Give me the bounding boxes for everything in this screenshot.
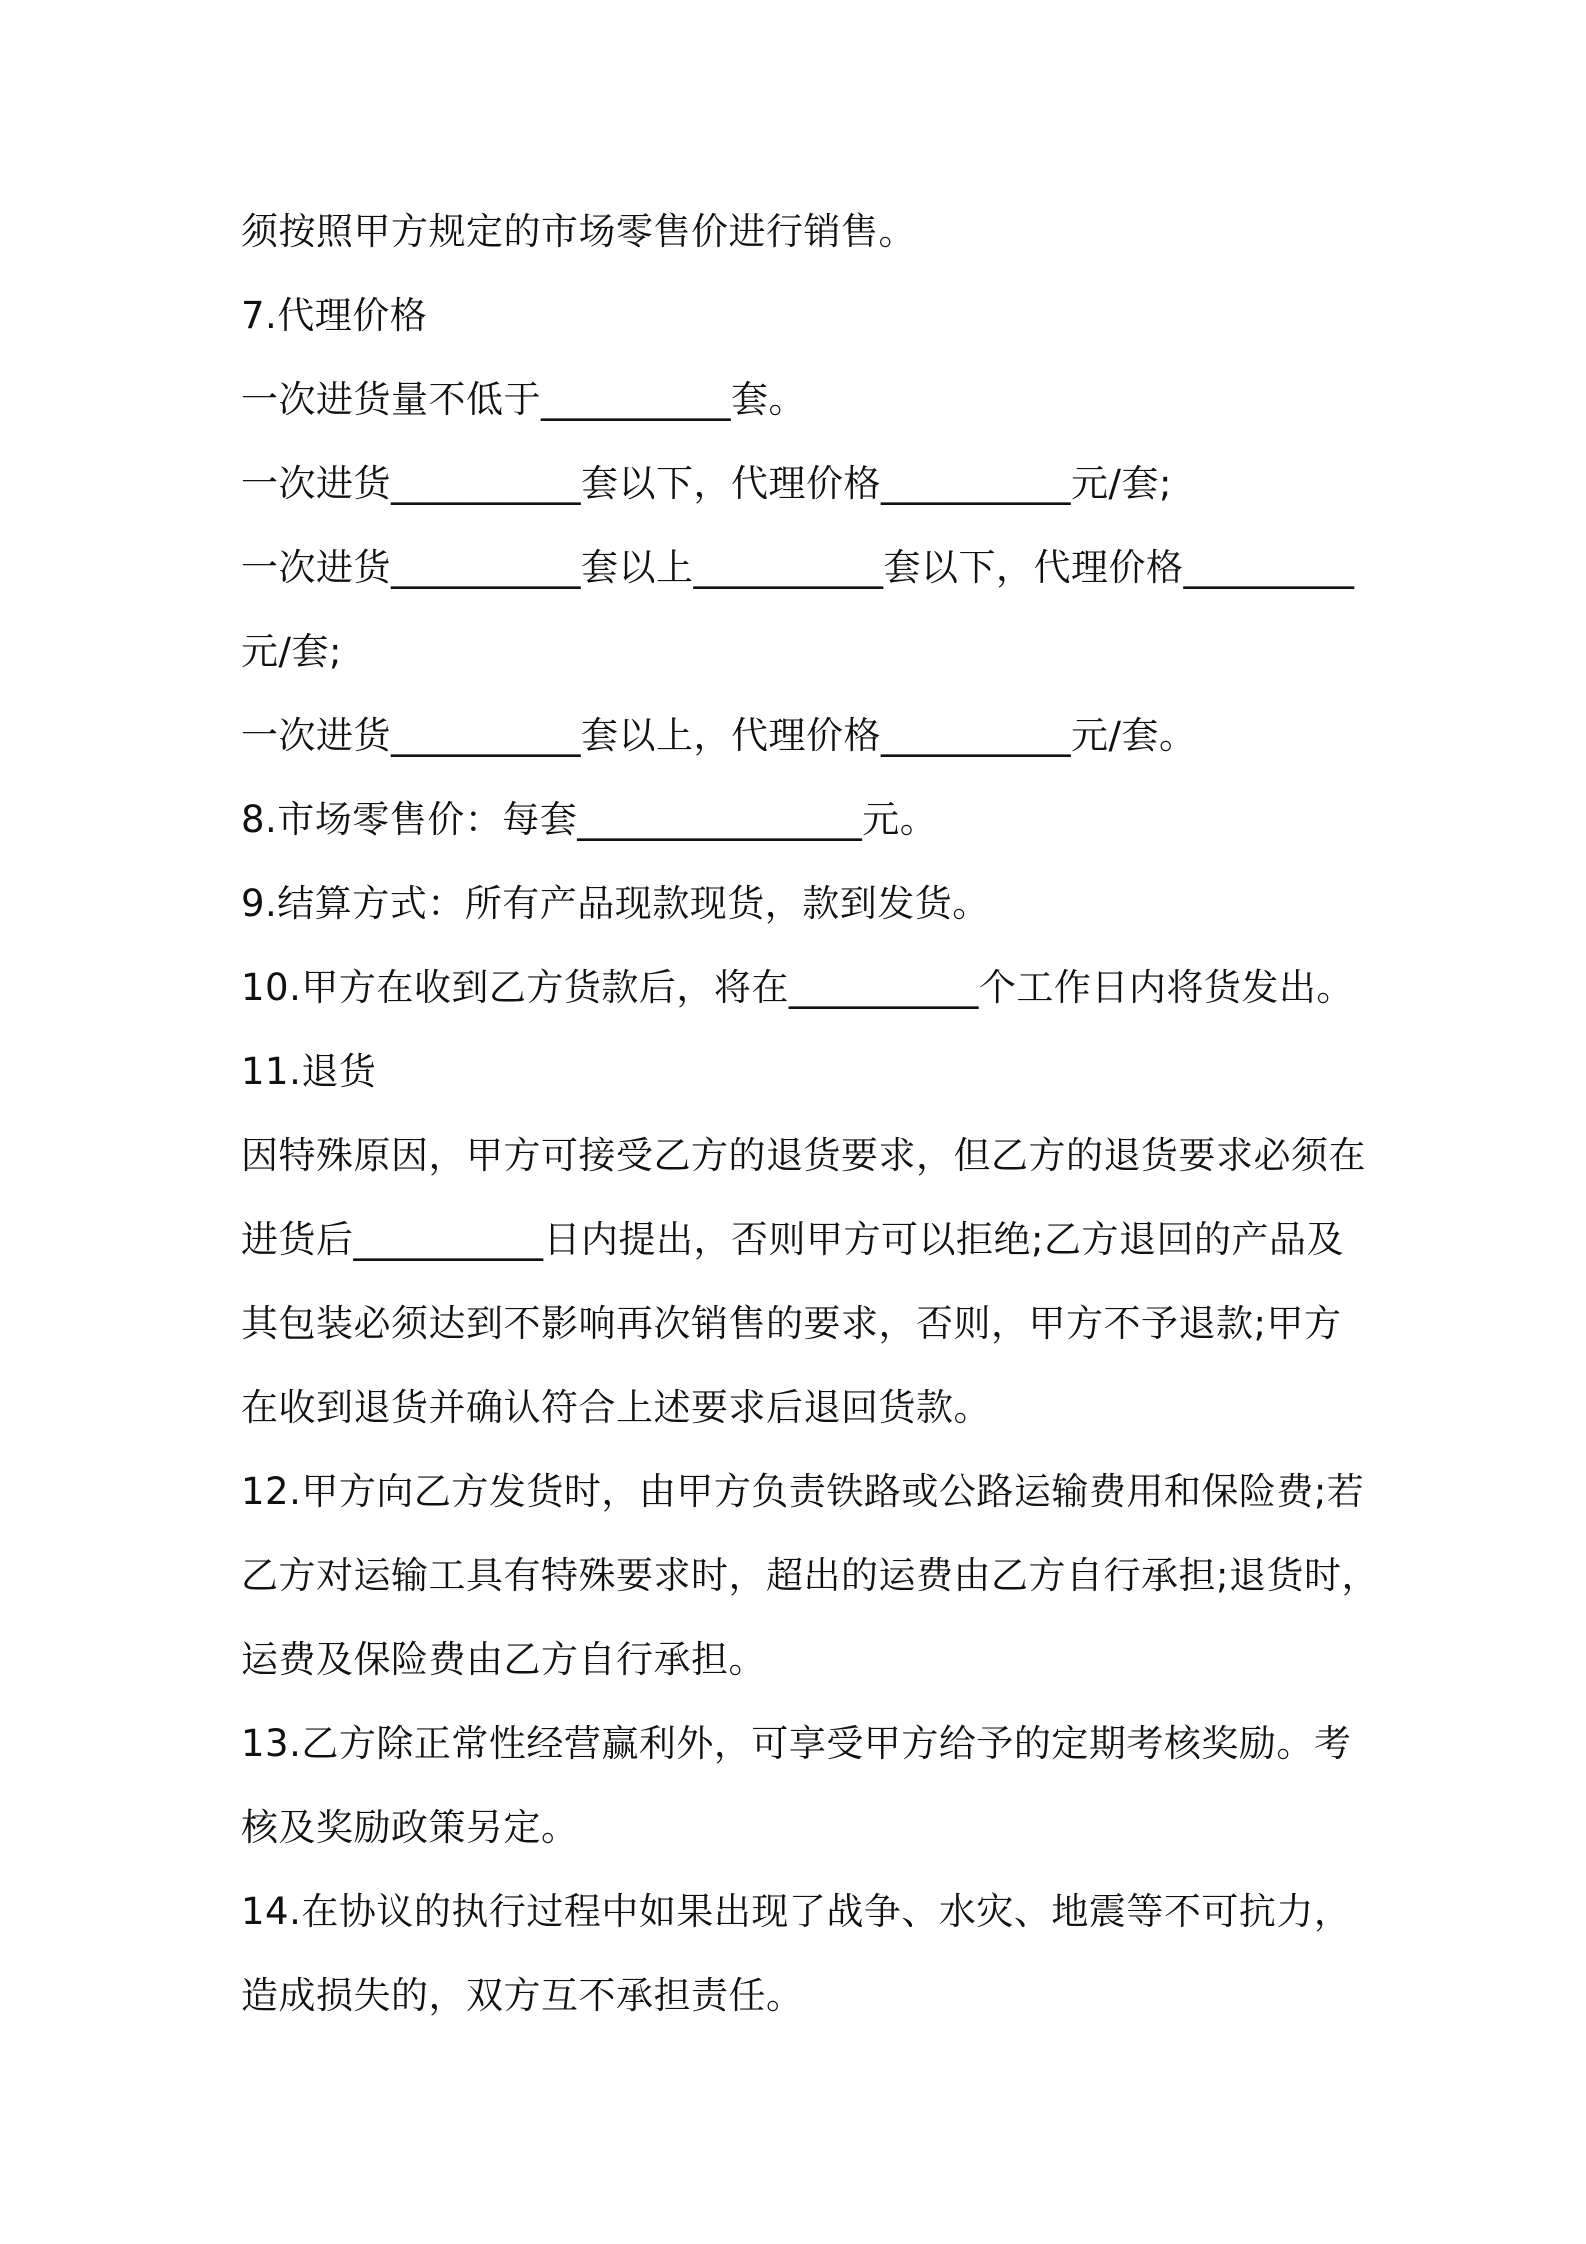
clause-rewards: 13.乙方除正常性经营赢利外，可享受甲方给予的定期考核奖励。考 (241, 1722, 1352, 1765)
text-line: 一次进货__________套以上，代理价格__________元/套。 (241, 714, 1197, 757)
text-line: 进货后__________日内提出，否则甲方可以拒绝;乙方退回的产品及 (241, 1218, 1344, 1261)
clause-shipping: 12.甲方向乙方发货时，由甲方负责铁路或公路运输费用和保险费;若 (241, 1470, 1365, 1513)
text-line: 其包装必须达到不影响再次销售的要求，否则，甲方不予退款;甲方 (241, 1302, 1342, 1345)
text-line: 一次进货__________套以上__________套以下，代理价格_________ (241, 546, 1355, 589)
text-line: 造成损失的，双方互不承担责任。 (241, 1974, 804, 2017)
text-line: 乙方对运输工具有特殊要求时，超出的运费由乙方自行承担;退货时， (241, 1554, 1379, 1597)
text-line: 运费及保险费由乙方自行承担。 (241, 1638, 766, 1681)
clause-retail-price: 8.市场零售价：每套_______________元。 (241, 798, 938, 841)
text-line: 核及奖励政策另定。 (241, 1806, 579, 1849)
clause-delivery: 10.甲方在收到乙方货款后，将在__________个工作日内将货发出。 (241, 966, 1354, 1009)
text-line: 元/套; (241, 630, 342, 673)
text-line: 一次进货__________套以下，代理价格__________元/套; (241, 462, 1172, 505)
section-heading-returns: 11.退货 (241, 1050, 377, 1093)
text-line: 须按照甲方规定的市场零售价进行销售。 (241, 210, 916, 253)
section-heading-agency-price: 7.代理价格 (241, 294, 428, 337)
clause-force-majeure: 14.在协议的执行过程中如果出现了战争、水灾、地震等不可抗力， (241, 1890, 1352, 1933)
text-line: 因特殊原因，甲方可接受乙方的退货要求，但乙方的退货要求必须在 (241, 1134, 1366, 1177)
document-body (241, 190, 1379, 2038)
text-line: 一次进货量不低于__________套。 (241, 378, 806, 421)
clause-settlement: 9.结算方式：所有产品现款现货，款到发货。 (241, 882, 990, 925)
text-line: 在收到退货并确认符合上述要求后退回货款。 (241, 1386, 991, 1429)
